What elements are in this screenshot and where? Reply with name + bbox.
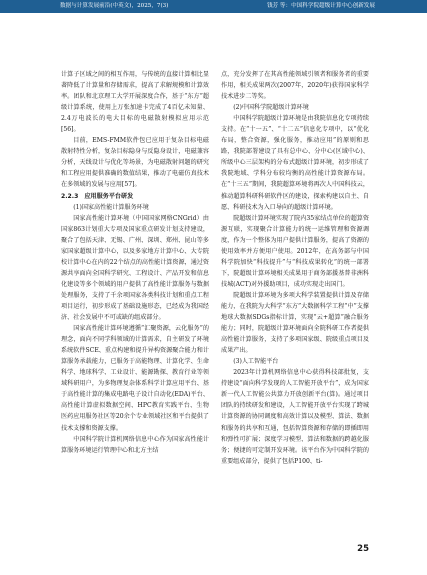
paragraph: 目前，EMS-FMM软件包已应用于复杂目标电磁散射特性分析，复杂目标隐身与反隐身设计，电磁兼容分析，天线设计与优化等场景，为电磁散射问题的研究和工程应用提供准确的数值结果，推动了电磁仿真技术在多领域的发展与应用[57]。: [61, 137, 209, 189]
subsection-heading: (2)中国科学院超级计算环境: [233, 104, 309, 112]
paragraph: 院超级计算环境实现了院内35家结点单位的超算资源互联，实现聚合计算能力的统一运维管理和资源调度，作为一个整体为用户提供计算服务，提高了资源的使用效率并方便用户使用。2012年，在高务部与中国科学院加快“科技提升”与“科技成果转化”的统一部署下，院超级计算环境相关成果用于商务部援基普非洲科技城(ACT)对外援助项目，成功实现走出国门。: [221, 214, 369, 288]
paragraph: 计算子区域之间的相互作用，与传统的直接计算相比显著降低了计算量和存储需求，提高了求解规模和计算效率。团队和北京理工大学开展深度合作，基于“东方”超级计算系统，使用上万张加速卡完成了4百亿未知量、2.4万电波长的电大目标的电磁散射模拟应用示范[56]。: [61, 71, 209, 134]
running-header: [0, 0, 427, 13]
paragraph: 点，充分发挥了在其高性能领域引领者和服务者的重要作用，相关成果两次(2007年，2020年)获得国家科学技术进步二等奖。: [221, 71, 369, 101]
page-number: 25: [357, 544, 369, 554]
paragraph: 院超级计算环境为多项大科学装置提供计算及存储能力，在我院为大科学“东方”大数据科学工程“中”支撑地球大数据SDGs指标计算，实现“云+超算”融合服务能力；同时，院超级计算环境面向全院科研工作者提供高性能计算服务，支持了多项国家级、院级重点项目及成果产出。: [221, 291, 369, 355]
subsection-heading: (3)人工智能平台: [233, 358, 279, 366]
left-column: [61, 69, 209, 456]
subsection-heading: (1)国家高性能计算服务环境: [73, 203, 149, 211]
running-title: 钱芳 等：中国科学院超级计算中心创新发展: [266, 3, 375, 9]
right-column: [221, 69, 369, 467]
section-heading: 2.2.3 应用服务平台研发: [61, 192, 134, 200]
paragraph: 国家高性能计算环境遵循“汇聚资源，云化服务”的理念，面向不同学科领域的计算需求，自主研发了环境系统软件SCE、重点构建和提升异构资源聚合能力和计算服务承载能力，已服务于高能物理、计算化学、生命科学、地球科学、工业设计、能源勘探、教育行业等领域科研用户，为多物理复杂体系科学计算应用平台、基于高性能计算的集成电路电子设计自动化(EDA)平台、高性能计算虚拟数据空间、HPC教育实践平台、生物医药应用服务社区等20余个专业领域社区和平台提供了技术支撑和资源支撑。: [61, 325, 209, 432]
paragraph: 2023年计算机网络信息中心获得科技部批复，支持建设“面向科学发现的人工智能开放平台”，成为国家新一代人工智能公共算力开放创新平台(算)。通过项目团队的持续研发和建设，人工智能开放平台实现了跨城计算资源的协同调度和高效计算以及模型、算法、数据和服务的共享和互通，包括智算资源和存储的即插即用和弹性可扩展；深度学习模型、算法和数据的跨越化服务；便捷的可定制开发环境。该平台作为中国科学院的重要组成部分，提供了包括P100、ti-: [221, 369, 369, 465]
paragraph: 中国科学院计算机网络信息中心作为国家高性能计算服务环境运行管理中心和北方主结: [61, 435, 209, 454]
paragraph: 国家高性能计算环境（中国国家网格CNGrid）由国家863计划重大专项及国家重点研发计划支持建设，聚合了包括天津、无锡、广州、深圳、郑州、昆山等多家国家超级计算中心，以及多家地方计算中心、大专院校计算中心在内的22个结点的高性能计算资源，通过资源共享面向全国科学研究、工程设计、产品开发和信息化建设等多个领域的用户提供了高性能计算服务与数据处理服务，支持了千余项国家各类科技计划和重点工程项目运行，初步形成了基础设施形态，已经成为我国经济、社会发展中不可或缺的组成部分。: [61, 214, 209, 322]
journal-citation: 数据与计算发展前沿(中英文)，2025，7(3): [60, 3, 169, 9]
paragraph: 中国科学院超级计算环境是由我院信息化专项持续支持。在“十一五”、“十二五”信息化专项中，以“优化布局，整合资源，强化服务，推动应用”的原则和思路，我院部署建设了具有总中心、分中心(区域中心)、所级中心三层架构的分布式超级计算环境，初步形成了我院地域、学科分布较均衡的高性能计算资源布局。在“十三五”期间，我院超算环境将再次人中国科技云，推动超算科研科研软件区的建设，探索构建以自主、自愿、科研技术为入口导向的超级计算环境。: [221, 115, 369, 211]
